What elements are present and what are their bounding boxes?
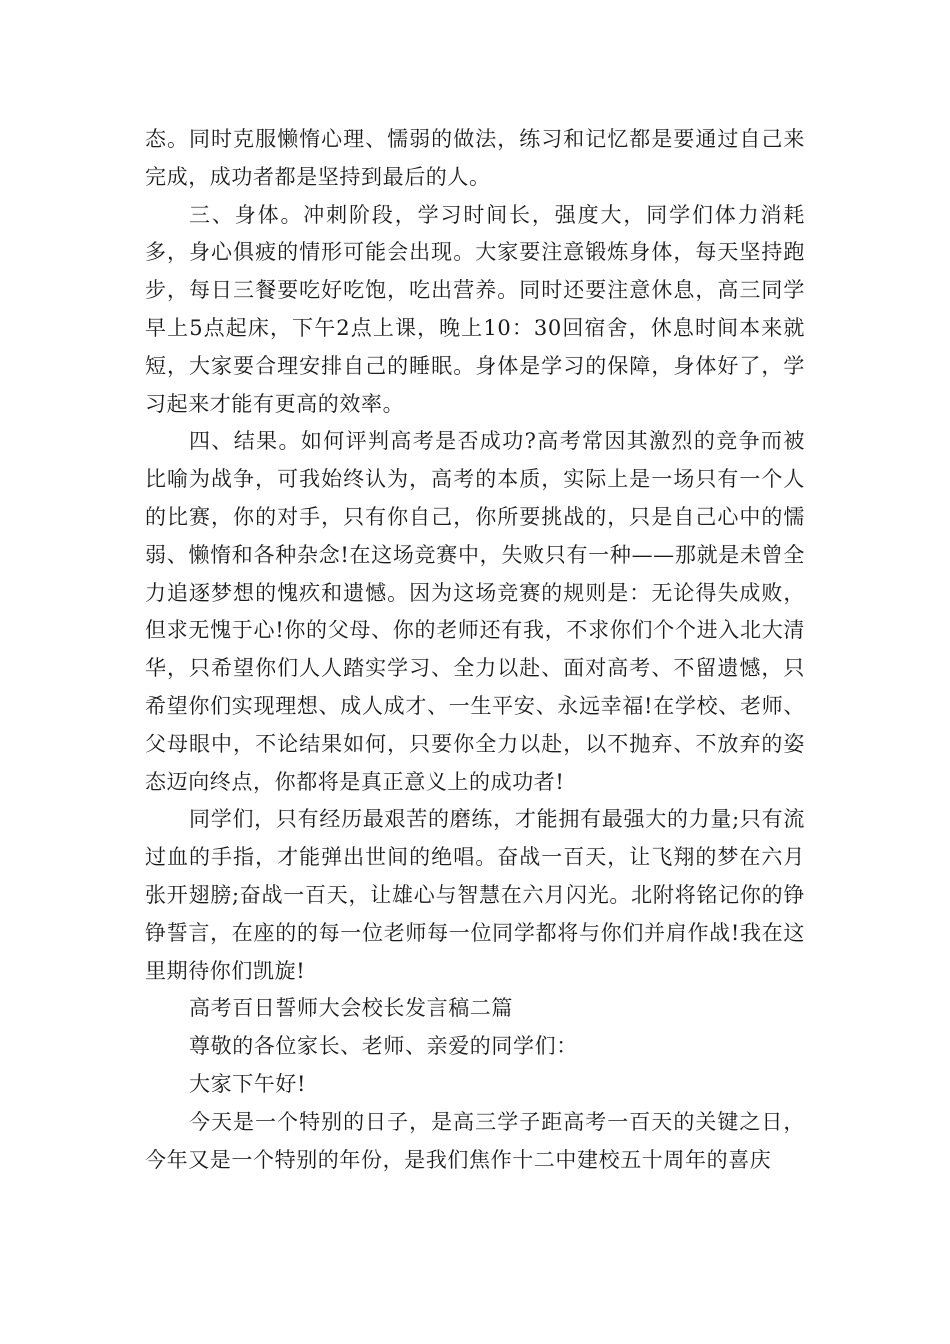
paragraph-body-section: 三、身体。冲刺阶段，学习时间长，强度大，同学们体力消耗多，身心俱疲的情形可能会出现。大家要注意锻炼身体，每天坚持跑步，每日三餐要吃好吃饱，吃出营养。同时还要注意休息，高三同学早上5点起床，下午2点上课，晚上10：30回宿舍，休息时间本来就短，大家要合理安排自己的睡眠。身体是学习的保障，身体好了，学习起来才能有更高的效率。	[145, 202, 805, 416]
paragraph-continuation: 态。同时克服懒惰心理、懦弱的做法，练习和记忆都是要通过自己来完成，成功者都是坚持到最后的人。	[145, 127, 805, 189]
paragraph-result-section: 四、结果。如何评判高考是否成功?高考常因其激烈的竞争而被比喻为战争，可我始终认为，高考的本质，实际上是一场只有一个人的比赛，你的对手，只有你自己，你所要挑战的，只是自己心中的懦弱、懒惰和各种杂念!在这场竞赛中，失败只有一种——那就是未曾全力追逐梦想的愧疚和遗憾。因为这场竞赛的规则是：无论得失成败，但求无愧于心!你的父母、你的老师还有我，不求你们个个进入北大清华，只希望你们人人踏实学习、全力以赴、面对高考、不留遗憾，只希望你们实现理想、成人成才、一生平安、永远幸福!在学校、老师、父母眼中，不论结果如何，只要你全力以赴，以不抛弃、不放弃的姿态迈向终点，你都将是真正意义上的成功者!	[145, 429, 805, 794]
section-title: 高考百日誓师大会校长发言稿二篇	[189, 996, 513, 1021]
paragraph-opening: 今天是一个特别的日子，是高三学子距高考一百天的关键之日，今年又是一个特别的年份，是我们焦作十二中建校五十周年的喜庆	[145, 1109, 805, 1172]
greeting: 大家下午好!	[189, 1071, 307, 1096]
salutation: 尊敬的各位家长、老师、亲爱的同学们：	[189, 1034, 578, 1059]
document-page	[145, 121, 805, 1179]
paragraph-closing: 同学们，只有经历最艰苦的磨练，才能拥有最强大的力量;只有流过血的手指，才能弹出世间的绝唱。奋战一百天，让飞翔的梦在六月张开翅膀;奋战一百天，让雄心与智慧在六月闪光。北附将铭记你的铮铮誓言，在座的的每一位老师每一位同学都将与你们并肩作战!我在这里期待你们凯旋!	[145, 807, 805, 983]
